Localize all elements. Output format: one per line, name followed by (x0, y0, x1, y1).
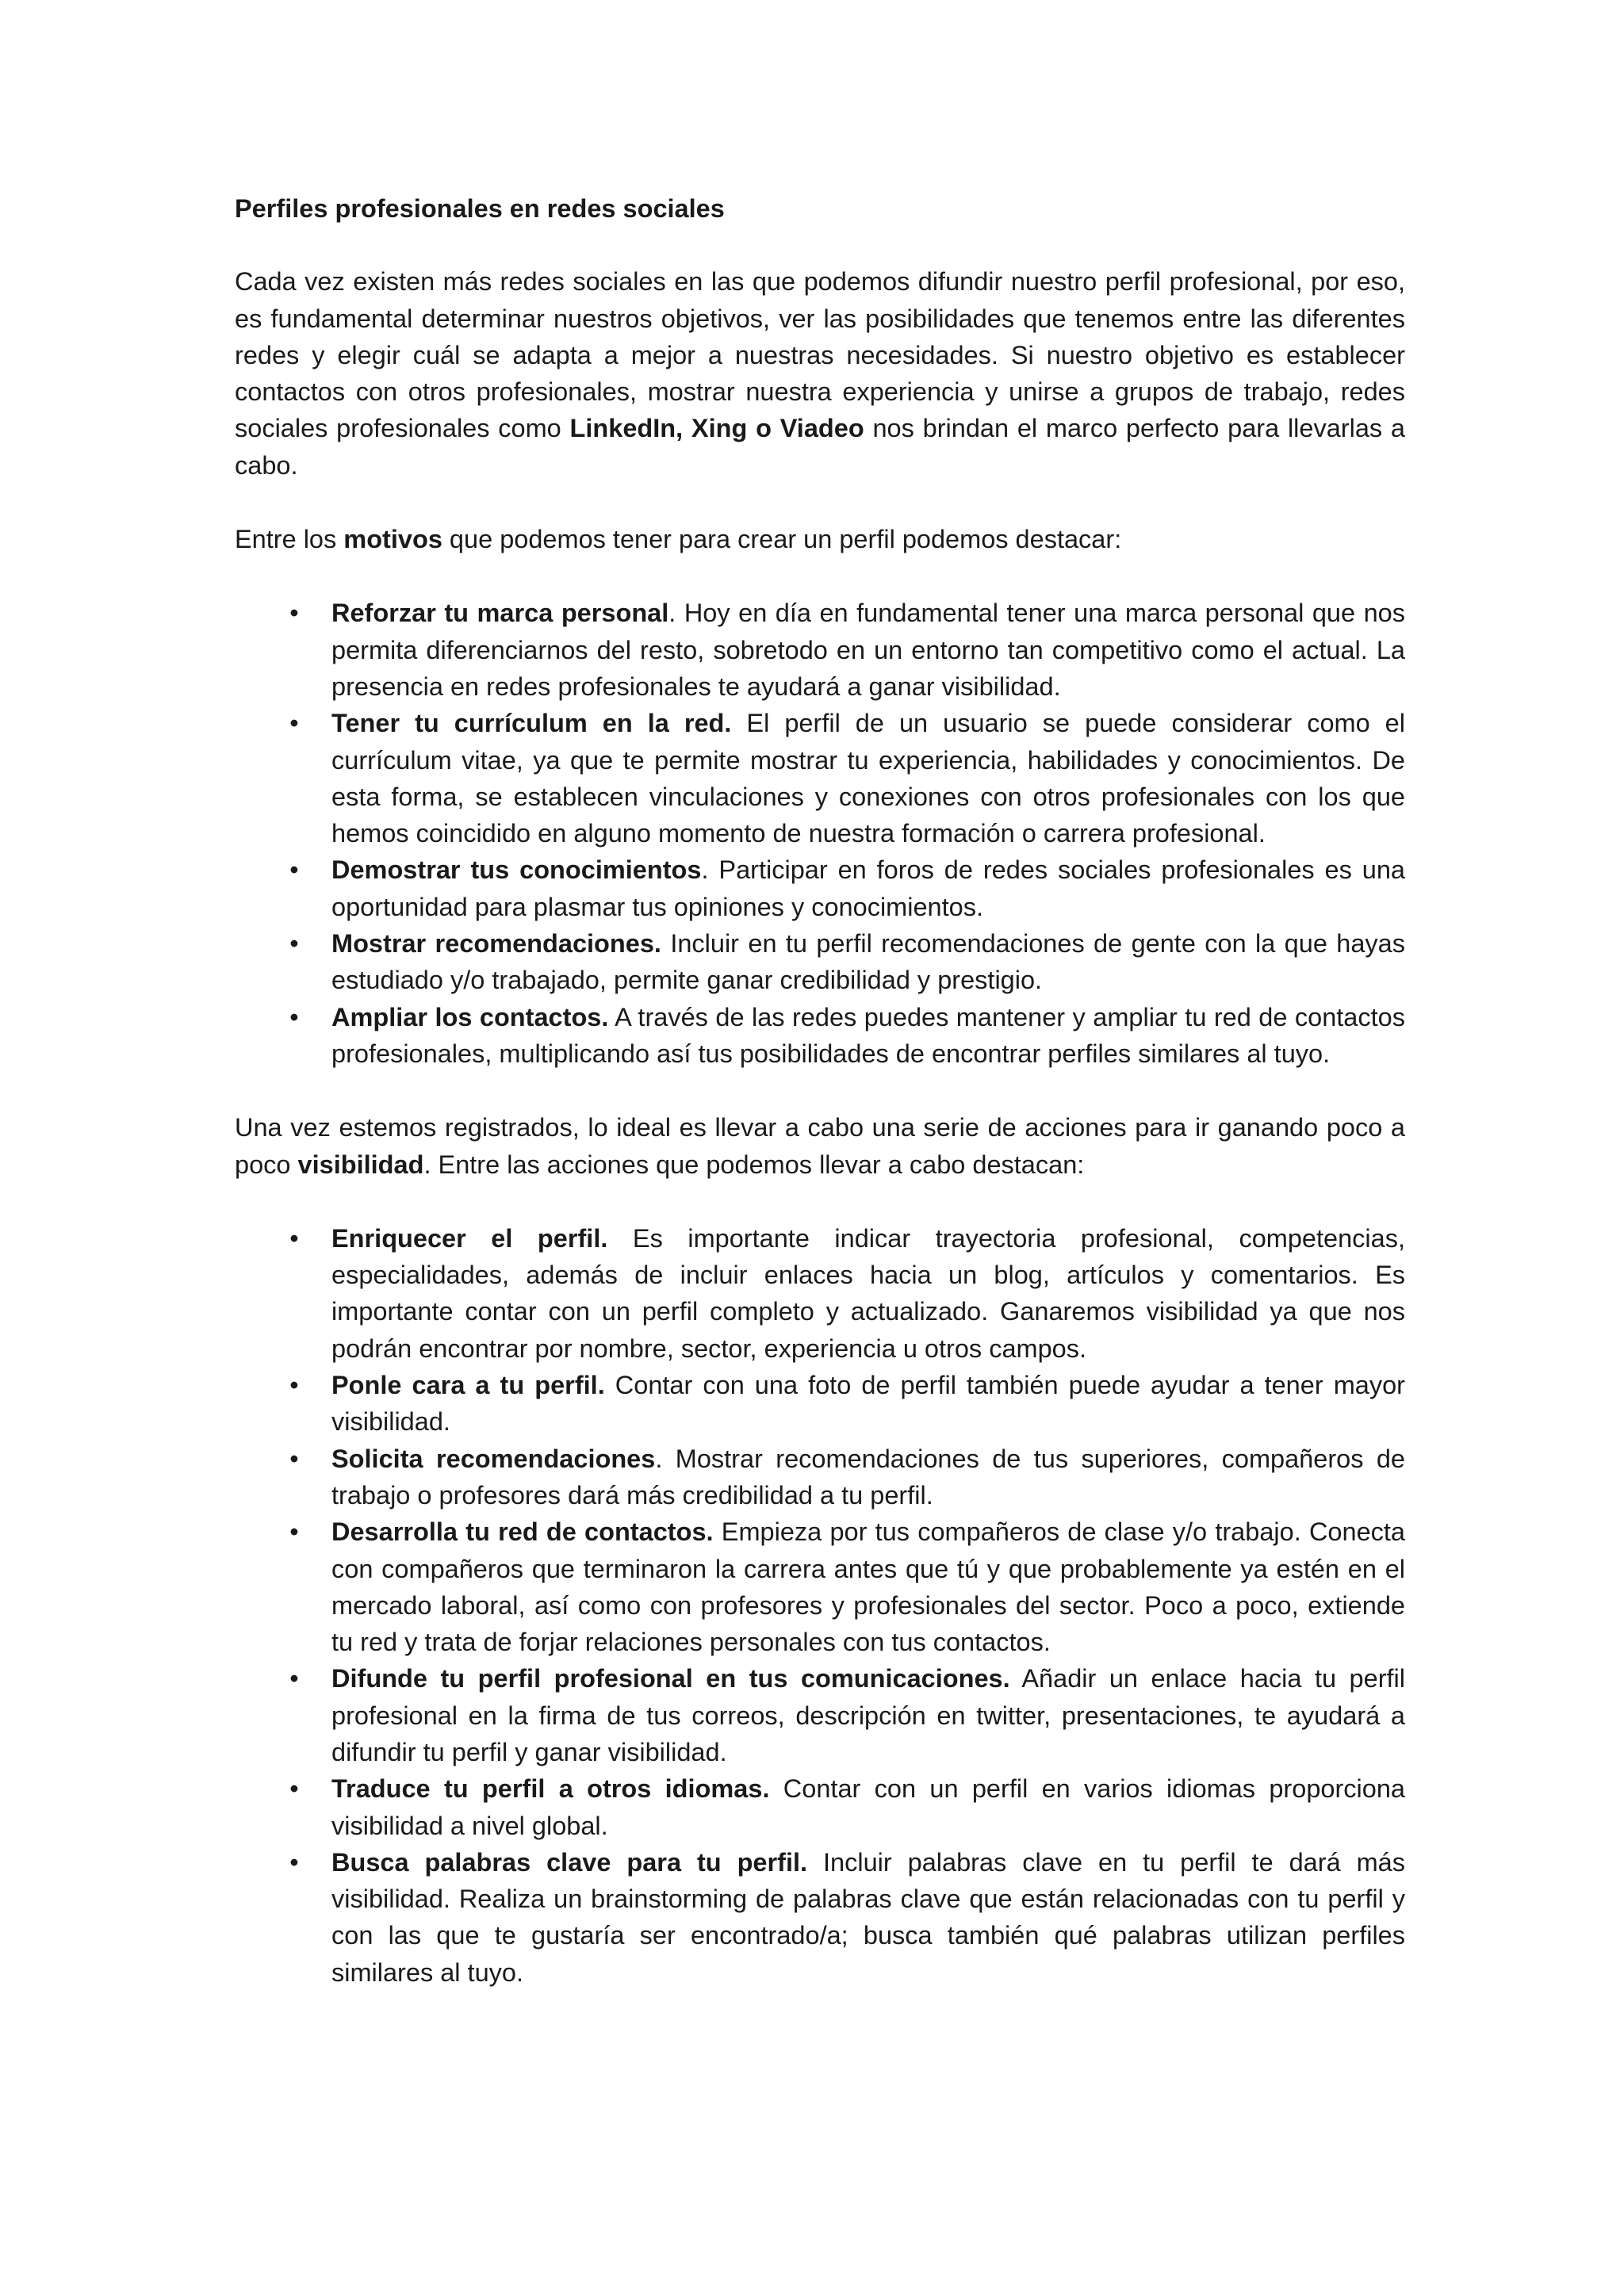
document-page (235, 190, 1405, 2028)
intro-paragraph (235, 263, 1405, 484)
list-item (235, 1513, 1405, 1660)
bullet-icon: • (289, 1002, 299, 1031)
acciones-intro-bold: visibilidad (297, 1150, 424, 1179)
list-item-bold: Traduce tu perfil a otros idiomas. (331, 1774, 770, 1804)
bullet-icon: • (289, 929, 299, 959)
acciones-intro-before: Una vez estemos registrados, lo ideal es llevar a cabo una serie de acciones para ir ganando poco a poco (235, 1113, 1405, 1179)
list-item-bold: Desarrolla tu red de contactos. (331, 1517, 714, 1547)
list-item-bold: Ampliar los contactos. (331, 1002, 609, 1031)
motivos-intro-before: Entre los (235, 525, 344, 554)
list-item (235, 1220, 1405, 1367)
list-item-bold: Demostrar tus conocimientos (331, 855, 702, 885)
list-item-text: A través de las redes puedes mantener y ampliar tu red de contactos profesionales, multiplicando así tus posibilidades de encontrar perfiles similares al tuyo. (331, 1002, 1405, 1068)
list-item (235, 925, 1405, 999)
list-item-text: Añadir un enlace hacia tu perfil profesional en la firma de tus correos, descripción en twitter, presentaciones, te ayudará a difundir tu perfil y ganar visibilidad. (331, 1664, 1405, 1766)
motivos-list (235, 595, 1405, 1072)
list-item-bold: Busca palabras clave para tu perfil. (331, 1847, 808, 1877)
list-item-text: El perfil de un usuario se puede considerar como el currículum vitae, ya que te permite mostrar tu experiencia, habilidades y conocimientos. De esta forma, se establecen vinculaciones y conexiones con otros profesionales con los que hemos coincidido en alguno momento de nuestra formación o carrera profesional. (331, 709, 1405, 848)
motivos-intro-bold: motivos (343, 525, 442, 554)
intro-text-after: nos brindan el marco perfecto para llevarlas a cabo. (235, 414, 1405, 480)
bullet-icon: • (289, 1371, 299, 1400)
list-item-bold: Enriquecer el perfil. (331, 1223, 608, 1253)
intro-text-before: Cada vez existen más redes sociales en las que podemos difundir nuestro perfil profesional, por eso, es fundamental determinar nuestros objetivos, ver las posibilidades que tenemos entre las diferentes redes y elegir cuál se adapta a mejor a nuestras necesidades. Si nuestro objetivo es establecer contactos con otros profesionales, mostrar nuestra experiencia y unirse a grupos de trabajo, redes sociales profesionales como (235, 267, 1405, 443)
list-item-text: Es importante indicar trayectoria profesional, competencias, especialidades, además de incluir enlaces hacia un blog, artículos y comentarios. Es importante contar con un perfil completo y actualizado. Ganaremos visibilidad ya que nos podrán encontrar por nombre, sector, experiencia u otros campos. (331, 1223, 1405, 1363)
intro-bold-networks: LinkedIn, Xing o Viadeo (569, 414, 864, 443)
list-item-bold: Difunde tu perfil profesional en tus comunicaciones. (331, 1664, 1010, 1693)
document-title: Perfiles profesionales en redes sociales (235, 194, 725, 223)
bullet-icon: • (289, 1664, 299, 1693)
list-item-bold: Ponle cara a tu perfil. (331, 1371, 605, 1400)
list-item (235, 705, 1405, 851)
list-item-text: . Hoy en día en fundamental tener una marca personal que nos permita diferenciarnos del resto, sobretodo en un entorno tan competitivo como el actual. La presencia en redes profesionales te ayudará a ganar visibilidad. (331, 599, 1405, 701)
list-item-text: Contar con una foto de perfil también puede ayudar a tener mayor visibilidad. (331, 1371, 1405, 1437)
motivos-intro-paragraph (235, 521, 1405, 557)
bullet-icon: • (289, 1223, 299, 1253)
bullet-icon: • (289, 1444, 299, 1473)
list-item-text: . Mostrar recomendaciones de tus superiores, compañeros de trabajo o profesores dará más credibilidad a tu perfil. (331, 1444, 1405, 1510)
list-item (235, 1441, 1405, 1514)
bullet-icon: • (289, 599, 299, 628)
list-item-bold: Solicita recomendaciones (331, 1444, 656, 1473)
list-item (235, 1770, 1405, 1844)
bullet-icon: • (289, 1517, 299, 1547)
list-item-bold: Reforzar tu marca personal (331, 599, 669, 628)
acciones-intro-paragraph (235, 1109, 1405, 1183)
list-item-text: Empieza por tus compañeros de clase y/o trabajo. Conecta con compañeros que terminaron la carrera antes que tú y que probablemente ya estén en el mercado laboral, así como con profesores y profesionales del sector. Poco a poco, extiende tu red y trata de forjar relaciones personales con tus contactos. (331, 1517, 1405, 1657)
list-item (235, 595, 1405, 705)
bullet-icon: • (289, 1847, 299, 1877)
list-item-text: Contar con un perfil en varios idiomas proporciona visibilidad a nivel global. (331, 1774, 1405, 1840)
list-item (235, 1844, 1405, 1991)
bullet-icon: • (289, 1774, 299, 1804)
bullet-icon: • (289, 855, 299, 885)
acciones-intro-after: . Entre las acciones que podemos llevar a cabo destacan: (423, 1150, 1085, 1179)
list-item-text: Incluir en tu perfil recomendaciones de gente con la que hayas estudiado y/o trabajado, permite ganar credibilidad y prestigio. (331, 929, 1405, 995)
list-item-text: . Participar en foros de redes sociales profesionales es una oportunidad para plasmar tus opiniones y conocimientos. (331, 855, 1406, 921)
list-item-bold: Mostrar recomendaciones. (331, 929, 661, 959)
list-item-text: Incluir palabras clave en tu perfil te dará más visibilidad. Realiza un brainstorming de palabras clave que están relacionadas con tu perfil y con las que te gustaría ser encontrado/a; busca también qué palabras utilizan perfiles similares al tuyo. (331, 1847, 1405, 1987)
motivos-intro-after: que podemos tener para crear un perfil podemos destacar: (442, 525, 1122, 554)
bullet-icon: • (289, 709, 299, 738)
list-item (235, 851, 1405, 925)
acciones-list (235, 1220, 1405, 1991)
list-item-bold: Tener tu currículum en la red. (331, 709, 732, 738)
list-item (235, 999, 1405, 1073)
list-item (235, 1367, 1405, 1441)
list-item (235, 1660, 1405, 1770)
